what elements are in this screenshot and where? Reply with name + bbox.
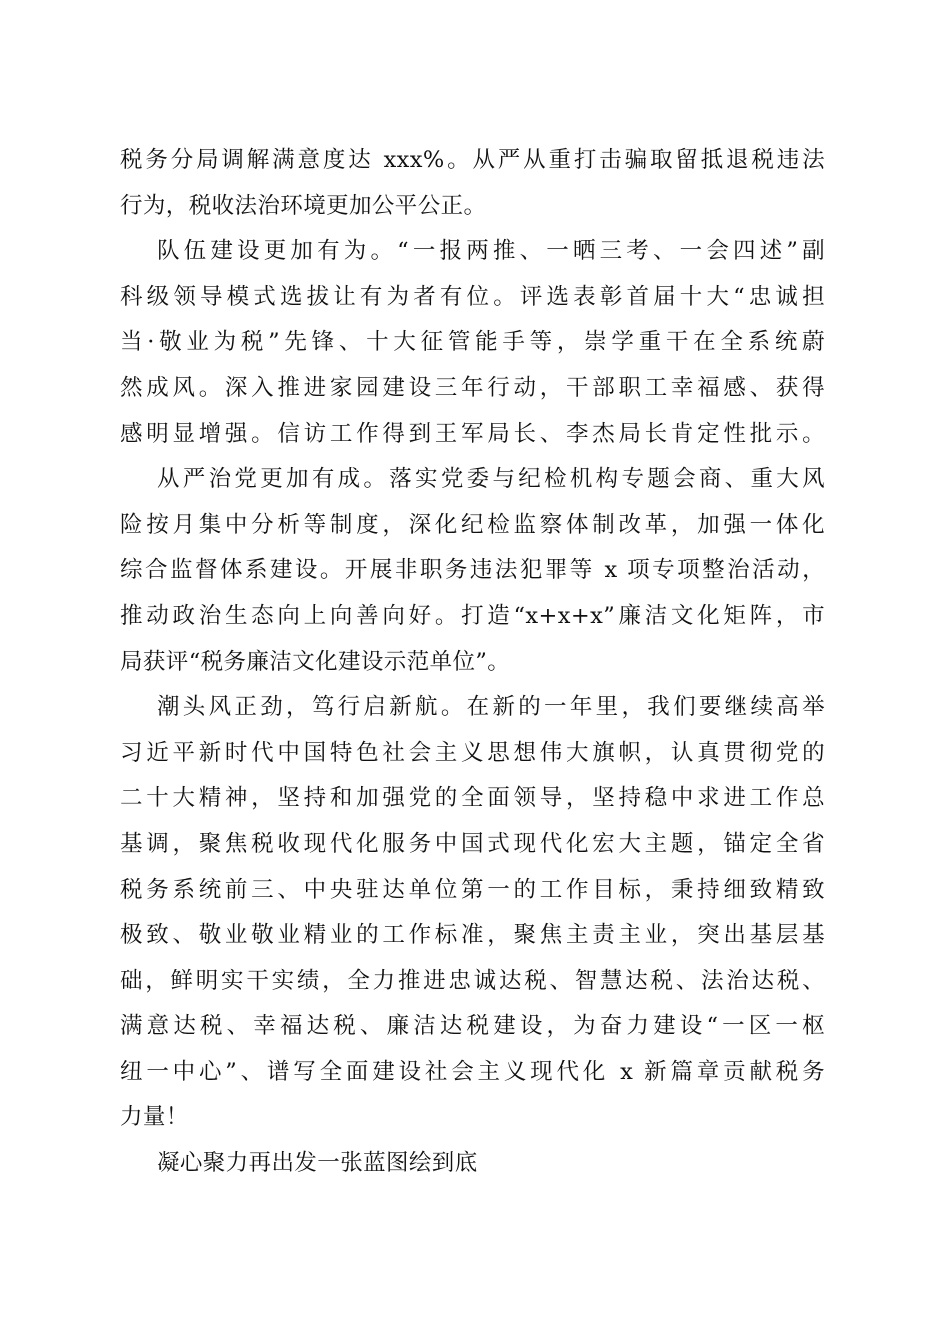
paragraph-2-line-2: 科级领导模式选拔让有为者有位。评选表彰首届十大“忠诚担 xyxy=(120,283,825,310)
paragraph-1-line-2: 行为，税收法治环境更加公平公正。 xyxy=(120,192,487,219)
paragraph-3-line-2: 险按月集中分析等制度，深化纪检监察体制改革，加强一体化 xyxy=(120,511,825,538)
document-body xyxy=(120,138,825,1187)
paragraph-4-line-10: 力量！ xyxy=(120,1104,189,1131)
paragraph-2-line-5: 感明显增强。信访工作得到王军局长、李杰局长肯定性批示。 xyxy=(120,420,825,447)
paragraph-4-line-1: 潮头风正劲，笃行启新航。在新的一年里，我们要继续高举 xyxy=(157,694,825,721)
paragraph-4-line-9: 纽一中心”、谱写全面建设社会主义现代化 x 新篇章贡献税务 xyxy=(120,1058,825,1085)
paragraph-4-line-6: 极致、敬业敬业精业的工作标准，聚焦主责主业，突出基层基 xyxy=(120,922,825,949)
paragraph-2-line-4: 然成风。深入推进家园建设三年行动，干部职工幸福感、获得 xyxy=(120,374,825,401)
paragraph-1-line-1: 税务分局调解满意度达 xxx%。从严从重打击骗取留抵退税违法 xyxy=(120,147,825,173)
paragraph-4-line-7: 础，鲜明实干实绩，全力推进忠诚达税、智慧达税、法治达税、 xyxy=(120,967,825,994)
paragraph-2-line-1: 队伍建设更加有为。“一报两推、一晒三考、一会四述”副 xyxy=(157,238,825,265)
paragraph-3-line-3: 综合监督体系建设。开展非职务违法犯罪等 x 项专项整治活动， xyxy=(120,557,825,584)
paragraph-4-line-8: 满意达税、幸福达税、廉洁达税建设，为奋力建设“一区一枢 xyxy=(120,1013,825,1040)
paragraph-2-line-3: 当·敬业为税”先锋、十大征管能手等，崇学重干在全系统蔚 xyxy=(120,329,825,356)
paragraph-3-line-4: 推动政治生态向上向善向好。打造“x+x+x”廉洁文化矩阵，市 xyxy=(120,602,825,629)
paragraph-4-line-2: 习近平新时代中国特色社会主义思想伟大旗帜，认真贯彻党的 xyxy=(120,739,825,766)
paragraph-5-line-1: 凝心聚力再出发一张蓝图绘到底 xyxy=(157,1150,478,1177)
paragraph-4-line-5: 税务系统前三、中央驻达单位第一的工作目标，秉持细致精致 xyxy=(120,876,825,903)
paragraph-4-line-4: 基调，聚焦税收现代化服务中国式现代化宏大主题，锚定全省 xyxy=(120,830,825,857)
paragraph-3-line-5: 局获评“税务廉洁文化建设示范单位”。 xyxy=(120,648,511,675)
paragraph-3-line-1: 从严治党更加有成。落实党委与纪检机构专题会商、重大风 xyxy=(157,466,825,493)
paragraph-4-line-3: 二十大精神，坚持和加强党的全面领导，坚持稳中求进工作总 xyxy=(120,785,825,812)
